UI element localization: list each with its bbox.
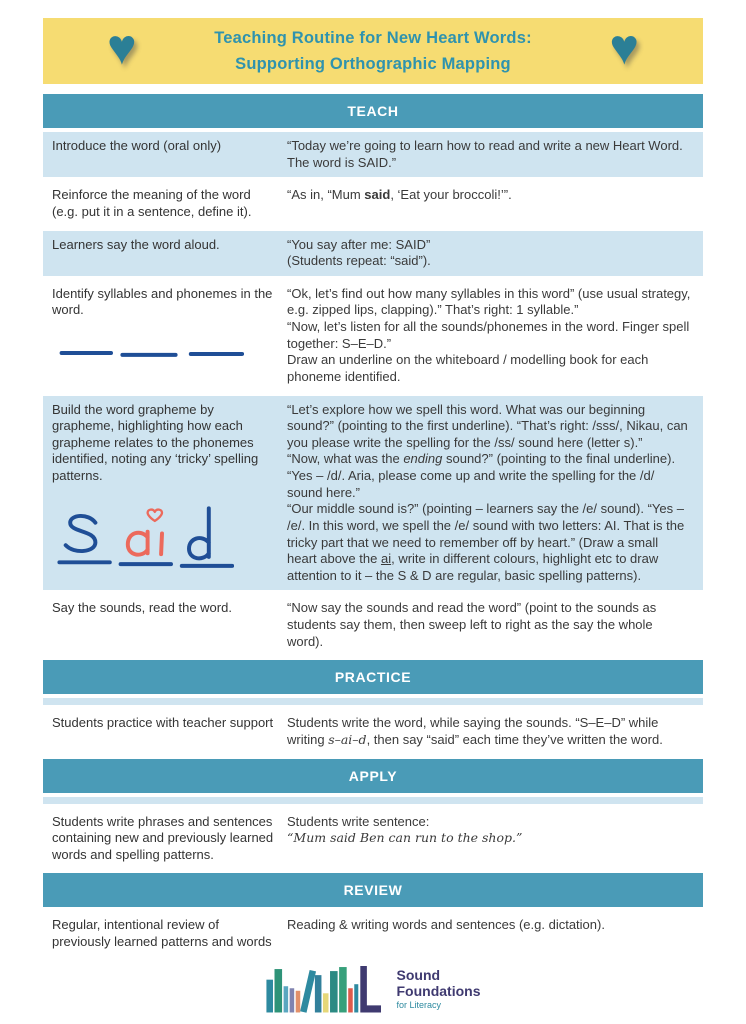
row-left-cell [43, 231, 283, 276]
row-left-cell [43, 709, 283, 754]
row-right-cell [283, 132, 703, 177]
row-left-text: Reinforce the meaning of the word (e.g. put it in a sentence, define it). [52, 187, 252, 219]
row-right-cell [283, 808, 703, 870]
row-right-cell [283, 181, 703, 226]
script-paragraph [287, 187, 691, 204]
table-row [43, 280, 703, 392]
script-text-segment: (Students repeat: “said”). [287, 253, 431, 269]
table-row [43, 911, 703, 956]
script-paragraph [287, 715, 691, 748]
section-header-teach: TEACH [43, 94, 703, 128]
script-text-segment: “You say after me: SAID” [287, 236, 431, 252]
script-text-segment: ending [403, 451, 443, 467]
page-title-line2: Supporting Orthographic Mapping [235, 55, 511, 73]
row-right-cell [283, 594, 703, 656]
script-paragraph [287, 917, 691, 934]
table-row [43, 709, 703, 754]
logo-text-foundations: Foundations [396, 982, 481, 999]
row-left-text: Regular, intentional review of previously learned patterns and words [52, 917, 272, 949]
script-text-segment: Students write the word, while saying the sounds. “S–E–D” while writing [287, 715, 659, 747]
table-row [43, 181, 703, 226]
section-header-review: REVIEW [43, 873, 703, 907]
script-text-segment: Reading & writing words and sentences (e.g. dictation). [287, 917, 605, 933]
script-text-segment: , write in different colours, highlight etc to draw attention to it – the S & D are regular, basic spelling patterns). [287, 551, 659, 583]
row-spacer [43, 797, 703, 804]
row-left-cell [43, 181, 283, 226]
table-row [43, 808, 703, 870]
script-text-segment: ai [380, 551, 392, 567]
row-left-text: Introduce the word (oral only) [52, 138, 222, 153]
logo-text-sound: Sound [396, 966, 441, 983]
script-text-segment: said [364, 187, 391, 203]
page-title-line1: Teaching Routine for New Heart Words: [214, 28, 532, 47]
row-left-text: Build the word grapheme by grapheme, highlighting how each grapheme relates to the phonemes identified, noting any ‘tricky’ spelling patterns. [52, 401, 259, 483]
row-left-cell [43, 594, 283, 656]
row-left-text: Say the sounds, read the word. [52, 600, 232, 616]
script-text-segment: “Ok, let’s find out how many syllables in this word” (use usual strategy, e.g. zipped lips, clapping).” That’s right: 1 syllable.” [287, 285, 691, 318]
script-paragraph [287, 286, 691, 319]
row-left-text: Identify syllables and phonemes in the word. [52, 285, 273, 318]
script-paragraph [287, 237, 691, 254]
row-left-cell [43, 132, 283, 177]
row-right-cell [283, 231, 703, 276]
row-left-text: Students practice with teacher support [52, 715, 274, 731]
script-text-segment: Draw an underline on the whiteboard / modelling book for each phoneme identified. [287, 352, 649, 384]
script-paragraph [287, 451, 691, 501]
script-text-segment: , ‘Eat your broccoli!’”. [390, 187, 512, 203]
script-paragraph [287, 402, 691, 452]
title-banner [43, 18, 703, 84]
section-header-practice: PRACTICE [43, 660, 703, 694]
row-right-cell [283, 911, 703, 956]
script-paragraph [287, 814, 691, 831]
heart-icon: ♥ [609, 19, 639, 75]
row-left-text: Learners say the word aloud. [52, 236, 220, 252]
script-text-segment: “Now, let’s listen for all the sounds/phonemes in the word. Finger spell together: S–E–D.” [287, 319, 690, 351]
script-paragraph [287, 253, 691, 270]
phoneme-underlines-illustration [54, 343, 244, 363]
logo-wordmark [397, 967, 481, 1010]
script-text-segment: “Today we’re going to learn how to read and write a new Heart Word. The word is SAID.” [287, 138, 683, 170]
script-text-segment: “Mum said Ben can run to the shop.” [287, 830, 523, 846]
table-row [43, 594, 703, 656]
script-paragraph [287, 138, 691, 171]
table-row [43, 231, 703, 276]
script-text-segment: sound?” (pointing to the final underline). “Yes – /d/. Aria, please come up and write the spelling for the /d/ sound here.” [287, 451, 676, 500]
script-text-segment: “Now, what was the [287, 451, 404, 467]
script-paragraph [287, 600, 691, 650]
row-right-cell [283, 709, 703, 754]
script-text-segment: “As in, “Mum [287, 187, 365, 203]
document-page [43, 0, 703, 1015]
script-text-segment: “Now say the sounds and read the word” (point to the sounds as students say them, then sweep left to right as the say the whole word). [287, 600, 657, 649]
script-paragraph [287, 319, 691, 352]
script-text-segment: s–ai–d [328, 731, 367, 747]
logo-text-for-literacy: for Literacy [396, 999, 442, 1010]
script-text-segment: Students write sentence: [287, 813, 430, 829]
row-right-cell [283, 396, 703, 591]
row-left-cell [43, 911, 283, 956]
row-left-cell [43, 808, 283, 870]
logo-books-icon [266, 962, 388, 1015]
script-paragraph [287, 501, 691, 584]
section-header-apply: APPLY [43, 759, 703, 793]
page-title [214, 25, 532, 78]
script-paragraph [287, 830, 691, 847]
row-left-cell [43, 396, 283, 591]
table-row [43, 132, 703, 177]
row-left-cell [43, 280, 283, 392]
script-paragraph [287, 352, 691, 385]
script-text-segment: “Our middle sound is?” (pointing – learners say the /e/ sound). “Yes – /e/. In this word, we spell the /e/ sound with two letters: AI. That is the tricky part that we need to remember off by heart.” (Draw a small heart above the [287, 501, 685, 567]
logo [43, 962, 703, 1015]
table-row [43, 396, 703, 591]
heart-icon: ♥ [107, 19, 137, 75]
row-spacer [43, 698, 703, 705]
script-text-segment: , then say “said” each time they’ve written the word. [366, 731, 663, 747]
script-text-segment: “Let’s explore how we spell this word. What was our beginning sound?” (pointing to the first underline). “That’s right: /sss/, Nikau, can you please write the spelling for the /ss/ sound here (letter s).” [287, 401, 688, 450]
row-right-cell [283, 280, 703, 392]
routine-table [43, 94, 703, 957]
row-left-text: Students write phrases and sentences containing new and previously learned words and spelling patterns. [52, 813, 274, 862]
said-handwriting-illustration [54, 497, 234, 579]
